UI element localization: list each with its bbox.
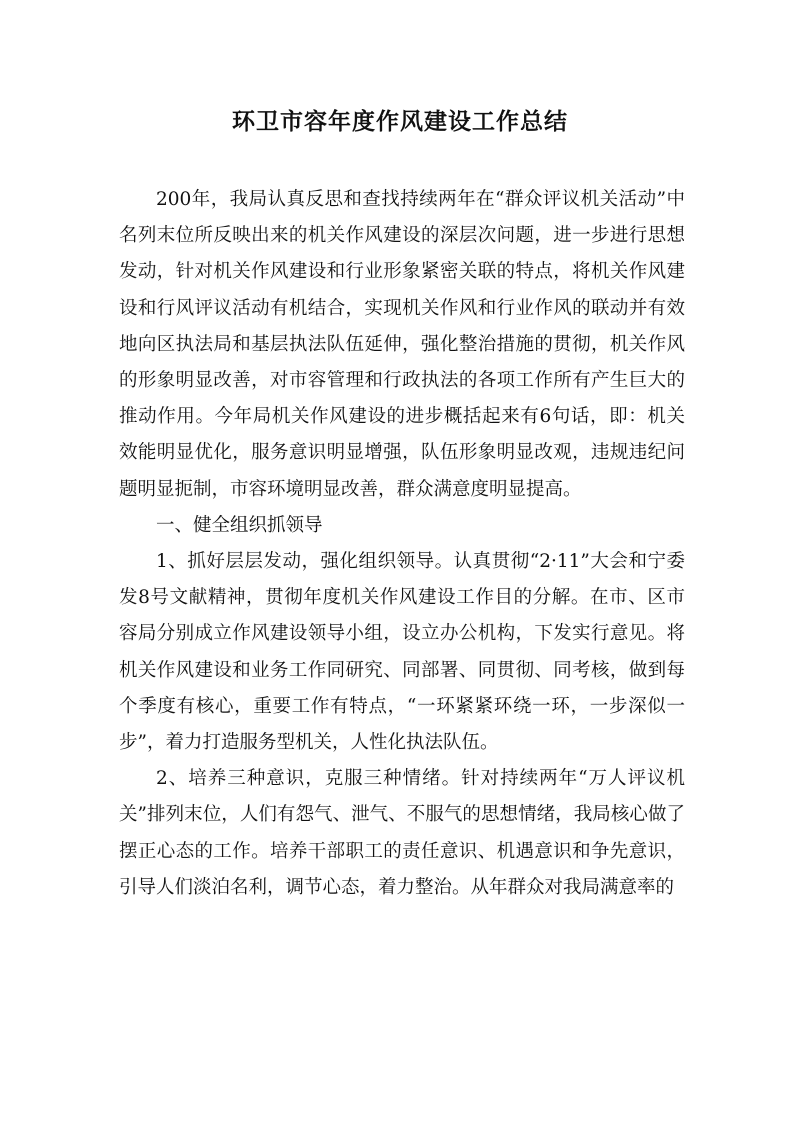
document-body (119, 182, 685, 906)
paragraph-1: 1、抓好层层发动，强化组织领导。认真贯彻“2·11”大会和宁委发8号文献精神，贯彻年度机关作风建设工作目的分解。在市、区市容局分别成立作风建设领导小组，设立办公机构，下发实行意见。将机关作风建设和业务工作同研究、同部署、同贯彻、同考核，做到每个季度有核心，重要工作有特点，“一环紧紧环绕一环，一步深似一步”，着力打造服务型机关，人性化执法队伍。 (119, 551, 685, 754)
paragraph-intro: 200年，我局认真反思和查找持续两年在“群众评议机关活动”中名列末位所反映出来的机关作风建设的深层次问题，进一步进行思想发动，针对机关作风建设和行业形象紧密关联的特点，将机关作风建设和行风评议活动有机结合，实现机关作风和行业作风的联动并有效地向区执法局和基层执法队伍延伸，强化整治措施的贯彻，机关作风的形象明显改善，对市容管理和行政执法的各项工作所有产生巨大的推动作用。今年局机关作风建设的进步概括起来有6句话，即：机关效能明显优化，服务意识明显增强，队伍形象明显改观，违规违纪问题明显扼制，市容环境明显改善，群众满意度明显提高。 (119, 189, 685, 500)
document-title: 环卫市容年度作风建设工作总结 (232, 108, 568, 135)
section-heading-1: 一、健全组织抓领导 (156, 514, 323, 536)
paragraph-2: 2、培养三种意识，克服三种情绪。针对持续两年“万人评议机关”排列末位，人们有怨气、泄气、不服气的思想情绪，我局核心做了摆正心态的工作。培养干部职工的责任意识、机遇意识和争先意识，引导人们淡泊名利，调节心态，着力整治。从年群众对我局满意率的 (119, 768, 685, 898)
